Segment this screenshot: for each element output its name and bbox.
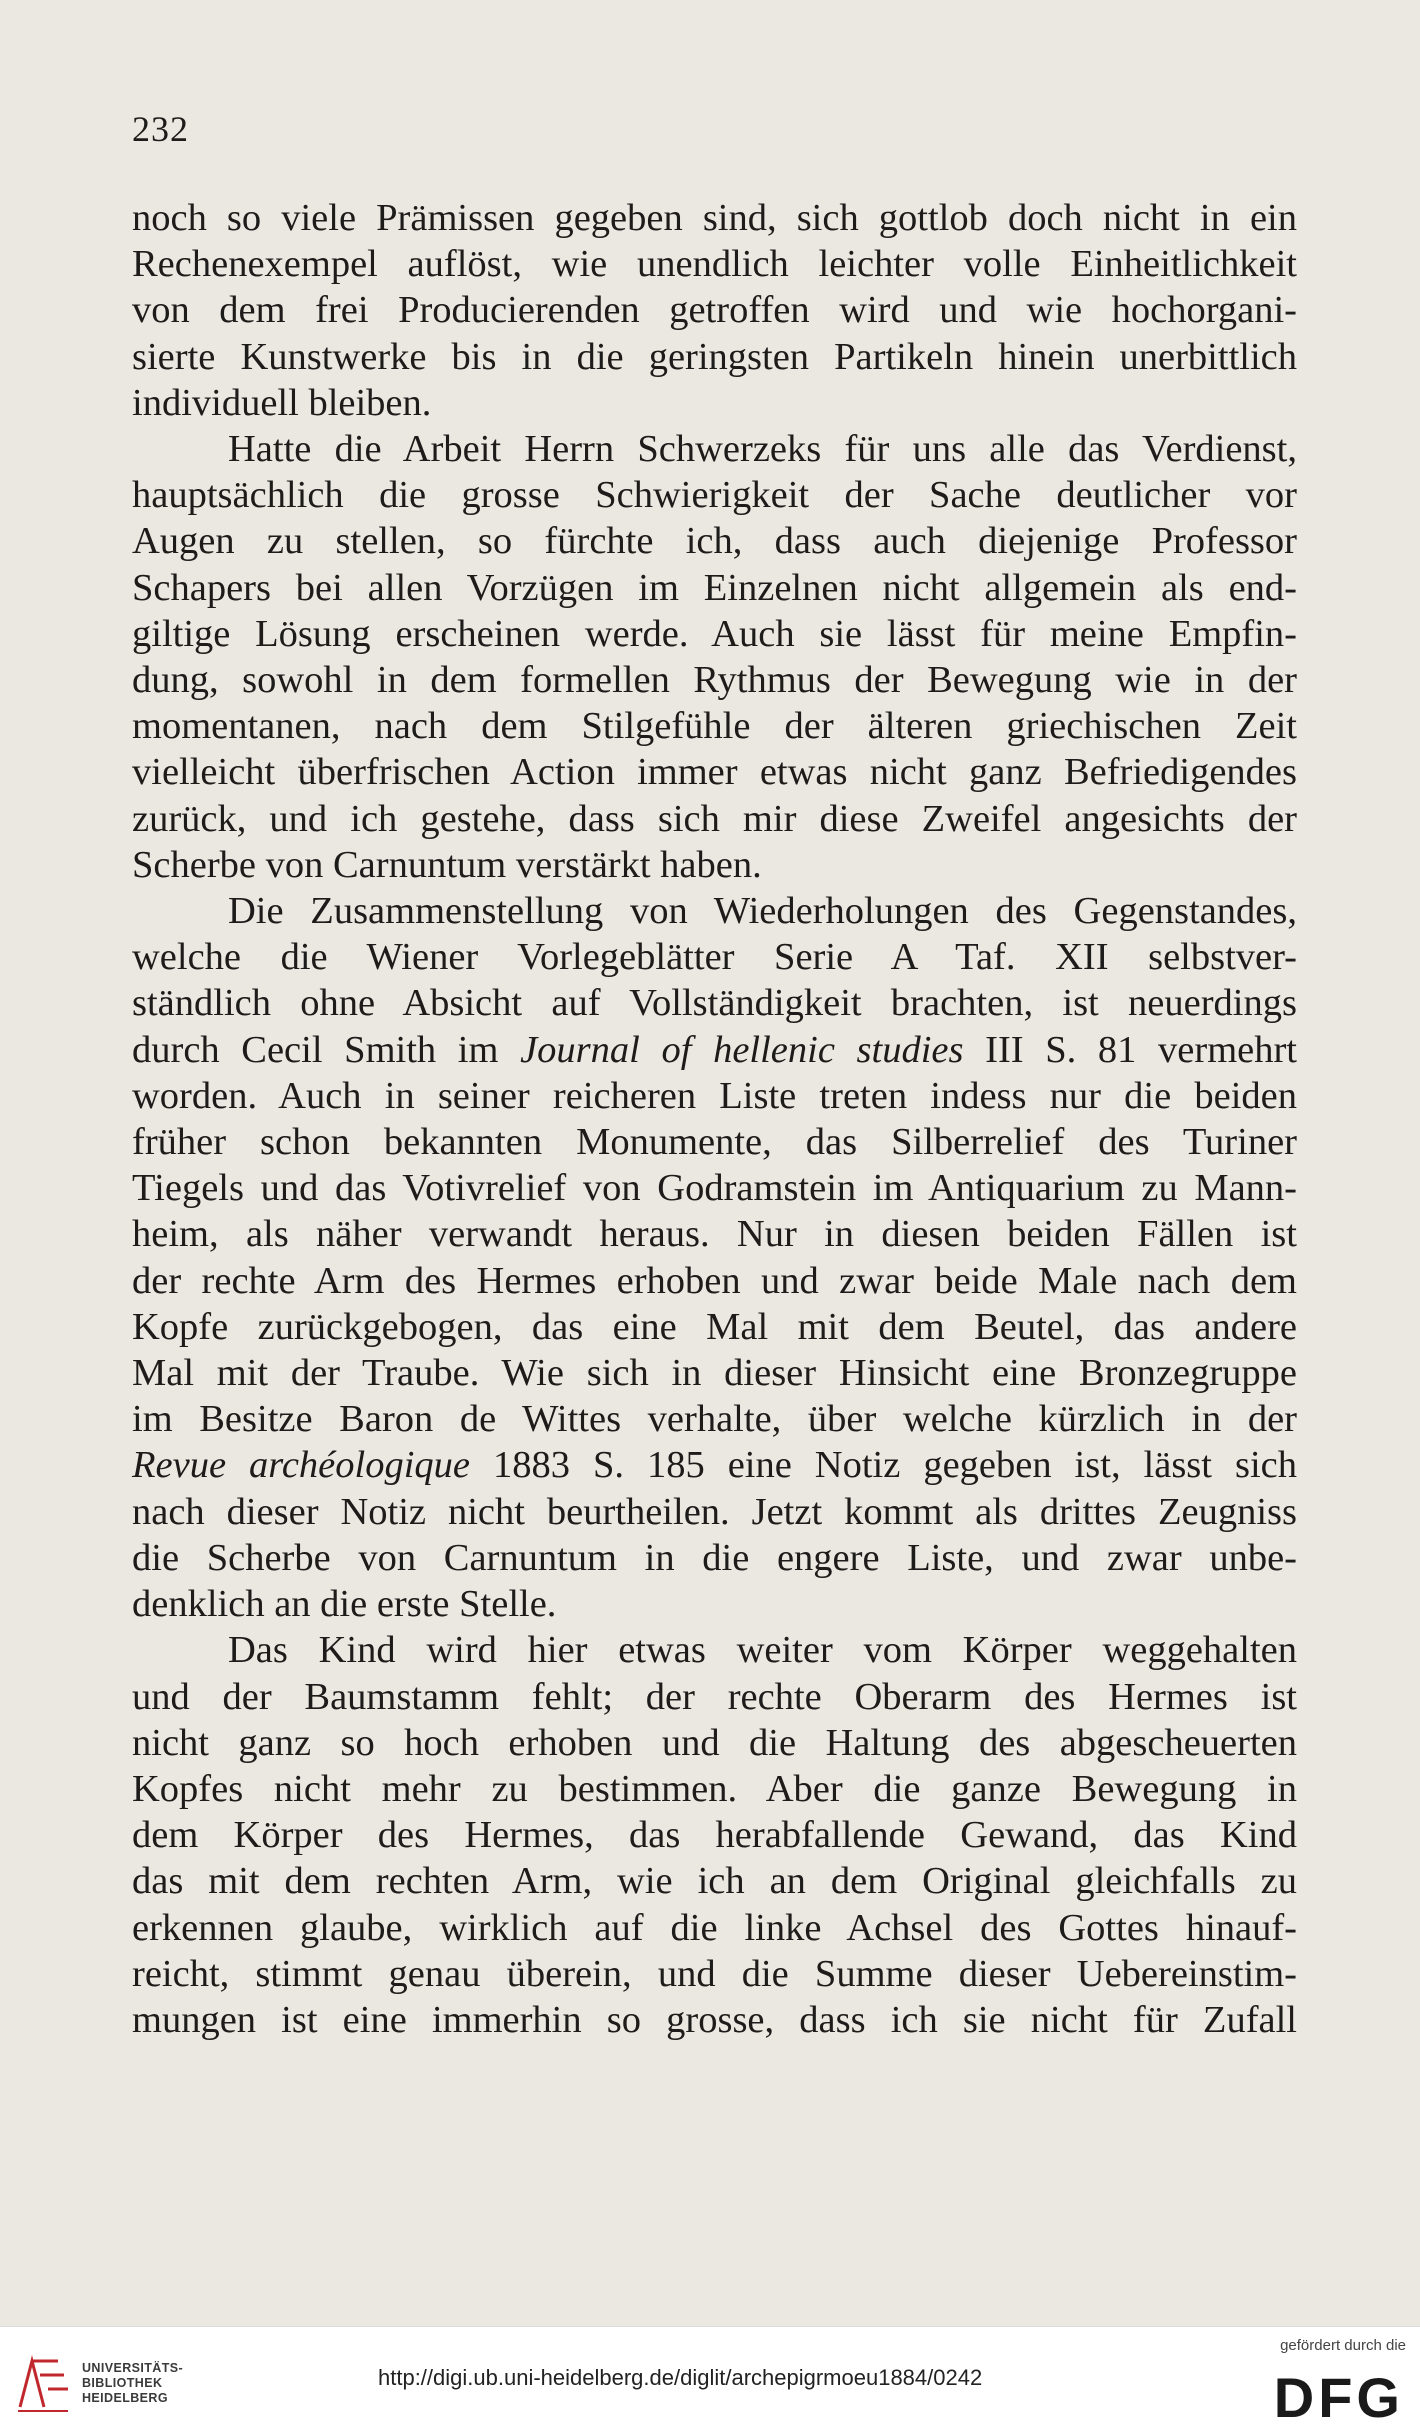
text-line: Schapers bei allen Vorzügen im Einzelnen nicht allgemein als end- bbox=[132, 566, 1297, 609]
text-line: früher schon bekannten Monumente, das Silberrelief des Turiner bbox=[132, 1121, 1297, 1164]
text-line: Augen zu stellen, so fürchte ich, dass auch diejenige Professor bbox=[132, 520, 1297, 563]
text-line: Rechenexempel auflöst, wie unendlich leichter volle Einheitlichkeit bbox=[132, 243, 1297, 286]
text-line: Das Kind wird hier etwas weiter vom Körper weggehalten bbox=[228, 1629, 1297, 1672]
text-segment: durch Cecil Smith im bbox=[132, 1028, 521, 1071]
text-line: worden. Auch in seiner reicheren Liste treten indess nur die beiden bbox=[132, 1074, 1297, 1117]
text-line: vielleicht überfrischen Action immer etwas nicht ganz Befriedigendes bbox=[132, 751, 1297, 794]
text-line: denklich an die erste Stelle. bbox=[132, 1583, 557, 1626]
library-name-line: UNIVERSITÄTS- bbox=[82, 2361, 184, 2375]
text-line: das mit dem rechten Arm, wie ich an dem Original gleichfalls zu bbox=[132, 1860, 1297, 1903]
footer-bar bbox=[0, 2326, 1420, 2433]
text-line: nicht ganz so hoch erhoben und die Haltung des abgescheuerten bbox=[132, 1721, 1297, 1764]
text-line: Kopfes nicht mehr zu bestimmen. Aber die ganze Bewegung in bbox=[132, 1767, 1297, 1810]
text-line: hauptsächlich die grosse Schwierigkeit der Sache deutlicher vor bbox=[132, 474, 1297, 517]
dfg-logo: DFG bbox=[1273, 2366, 1404, 2429]
text-line: reicht, stimmt genau überein, und die Summe dieser Uebereinstim- bbox=[132, 1952, 1297, 1995]
text-line: und der Baumstamm fehlt; der rechte Oberarm des Hermes ist bbox=[132, 1675, 1297, 1718]
text-line: heim, als näher verwandt heraus. Nur in diesen beiden Fällen ist bbox=[132, 1213, 1297, 1256]
library-name bbox=[82, 2361, 183, 2406]
journal-title: Journal of hellenic studies bbox=[520, 1028, 964, 1071]
text-segment: 1883 S. 185 eine Notiz gegeben ist, lässt sich bbox=[469, 1444, 1297, 1487]
text-line: momentanen, nach dem Stilgefühle der älteren griechischen Zeit bbox=[132, 705, 1297, 748]
text-line: zurück, und ich gestehe, dass sich mir diese Zweifel angesichts der bbox=[132, 797, 1297, 840]
text-line: erkennen glaube, wirklich auf die linke Achsel des Gottes hinauf- bbox=[132, 1906, 1297, 1949]
text-line bbox=[132, 1027, 1297, 1073]
text-line: von dem frei Producierenden getroffen wird und wie hochorgani- bbox=[132, 289, 1297, 332]
text-line: im Besitze Baron de Wittes verhalte, über welche kürzlich in der bbox=[132, 1398, 1297, 1441]
text-line: giltige Lösung erscheinen werde. Auch sie lässt für meine Empfin- bbox=[132, 612, 1297, 655]
text-line: Tiegels und das Votivrelief von Godramstein im Antiquarium zu Mann- bbox=[132, 1167, 1297, 1210]
text-line: mungen ist eine immerhin so grosse, dass ich sie nicht für Zufall bbox=[132, 1998, 1297, 2041]
text-line: die Scherbe von Carnuntum in die engere Liste, und zwar unbe- bbox=[132, 1536, 1297, 1579]
text-line bbox=[132, 1442, 1297, 1488]
permalink[interactable]: http://digi.ub.uni-heidelberg.de/diglit/archepigrmoeu1884/0242 bbox=[378, 2365, 983, 2390]
text-line: welche die Wiener Vorlegeblätter Serie A Taf. XII selbstver- bbox=[132, 936, 1297, 979]
text-line: der rechte Arm des Hermes erhoben und zwar beide Male nach dem bbox=[132, 1259, 1297, 1302]
text-line: dem Körper des Hermes, das herabfallende Gewand, das Kind bbox=[132, 1814, 1297, 1857]
text-line: noch so viele Prämissen gegeben sind, sich gottlob doch nicht in ein bbox=[132, 197, 1297, 239]
text-line: Hatte die Arbeit Herrn Schwerzeks für uns alle das Verdienst, bbox=[228, 428, 1297, 471]
text-line: Mal mit der Traube. Wie sich in dieser Hinsicht eine Bronzegruppe bbox=[132, 1352, 1297, 1395]
body-text bbox=[132, 195, 1297, 2043]
text-line: Kopfe zurückgebogen, das eine Mal mit dem Beutel, das andere bbox=[132, 1305, 1297, 1348]
text-segment: III S. 81 vermehrt bbox=[963, 1028, 1298, 1071]
text-line: dung, sowohl in dem formellen Rythmus der Bewegung wie in der bbox=[132, 659, 1297, 702]
journal-title: Revue archéologique bbox=[132, 1444, 470, 1487]
ub-heidelberg-logo-icon bbox=[14, 2355, 72, 2413]
text-line: individuell bleiben. bbox=[132, 381, 432, 424]
text-line: ständlich ohne Absicht auf Vollständigkeit brachten, ist neuerdings bbox=[132, 982, 1297, 1025]
text-line: Die Zusammenstellung von Wiederholungen des Gegenstandes, bbox=[228, 890, 1297, 933]
library-name-line: HEIDELBERG bbox=[82, 2391, 168, 2405]
library-name-line: BIBLIOTHEK bbox=[82, 2376, 163, 2390]
page-number: 232 bbox=[132, 109, 189, 149]
text-line: Scherbe von Carnuntum verstärkt haben. bbox=[132, 843, 762, 886]
text-line: sierte Kunstwerke bis in die geringsten Partikeln hinein unerbittlich bbox=[132, 335, 1297, 378]
funding-note: gefördert durch die bbox=[1280, 2337, 1406, 2354]
text-line: nach dieser Notiz nicht beurtheilen. Jetzt kommt als drittes Zeugniss bbox=[132, 1490, 1297, 1533]
